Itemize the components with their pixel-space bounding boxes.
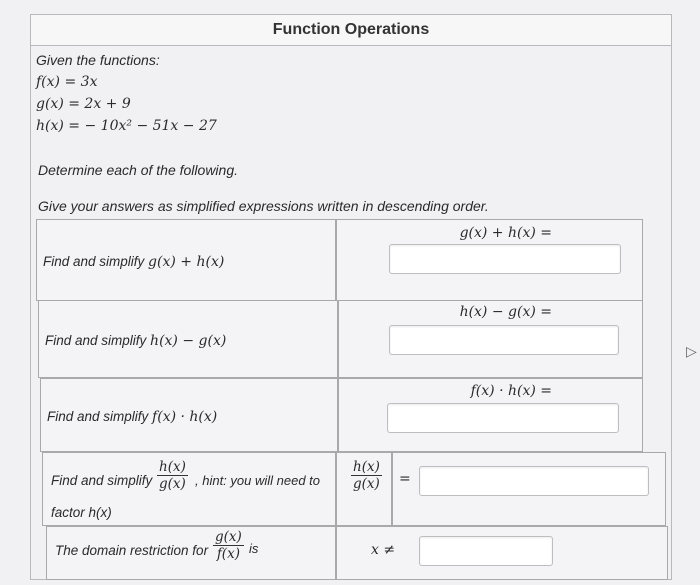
row3-lhs: f(x) · h(x) =: [470, 383, 552, 399]
row4-frac-den: g(x): [159, 476, 186, 492]
row2-lhs: h(x) − g(x) =: [459, 304, 552, 320]
row3-answer-cell: [338, 378, 643, 452]
row2-prompt-text: Find and simplify: [45, 333, 151, 348]
row5-answer-input[interactable]: [419, 536, 553, 566]
function-h-name: h(x): [36, 118, 64, 134]
function-f: f(x) = 3x: [36, 74, 98, 90]
function-g-rhs: 2x + 9: [84, 96, 131, 112]
row4-prompt-fraction: [157, 459, 188, 492]
row5-suffix: is: [249, 541, 259, 556]
function-h: h(x) = − 10x² − 51x − 27: [36, 118, 217, 134]
row4-lhs-fraction: [351, 459, 382, 492]
row4-lhs-den: g(x): [353, 476, 380, 492]
row1-answer-cell: [336, 219, 643, 301]
row3-prompt-text: Find and simplify: [47, 409, 153, 424]
row5-frac-num: g(x): [215, 529, 242, 545]
row2-answer-input[interactable]: [389, 325, 619, 355]
row5-prompt-text: The domain restriction for: [55, 543, 209, 558]
row1-prompt-math: g(x) + h(x): [148, 254, 225, 270]
mouse-cursor-icon: ▷: [686, 343, 697, 359]
row1-prompt-text: Find and simplify: [43, 254, 149, 269]
instruction-descending: Give your answers as simplified expressions written in descending order.: [38, 198, 489, 214]
row1-answer-input[interactable]: [389, 244, 621, 274]
row1-lhs: g(x) + h(x) =: [459, 225, 552, 241]
row4-hint-cont: factor h(x): [51, 505, 112, 520]
row4-frac-num: h(x): [159, 459, 186, 475]
row1-prompt-cell: [36, 219, 336, 301]
page-title: Function Operations: [30, 14, 672, 46]
row2-prompt: [45, 333, 226, 349]
row4-hint: , hint: you will need to: [195, 473, 321, 488]
row4-prompt-text: Find and simplify: [51, 473, 153, 488]
function-f-name: f(x): [36, 74, 61, 90]
row4-lhs-cell: [336, 452, 392, 526]
row4-prompt-cell: [42, 452, 336, 526]
row3-prompt: [47, 409, 217, 425]
function-h-rhs: − 10x² − 51x − 27: [84, 118, 217, 134]
row5-lhs: x ≠: [371, 542, 396, 558]
row5-answer-cell: [336, 526, 668, 580]
row5-frac-den: f(x): [216, 546, 240, 562]
row2-prompt-math: h(x) − g(x): [150, 333, 227, 349]
row2-answer-cell: [338, 300, 643, 378]
row5-prompt-fraction: [213, 529, 244, 562]
row4-equals: =: [399, 471, 411, 487]
function-g: g(x) = 2x + 9: [36, 96, 131, 112]
row3-prompt-cell: [40, 378, 338, 452]
given-label: Given the functions:: [36, 52, 160, 68]
instruction-determine: Determine each of the following.: [38, 162, 238, 178]
row5-prompt-cell: [46, 526, 336, 580]
row3-answer-input[interactable]: [387, 403, 619, 433]
function-f-rhs: 3x: [80, 74, 98, 90]
row4-lhs-num: h(x): [353, 459, 380, 475]
row3-prompt-math: f(x) · h(x): [152, 409, 218, 425]
function-g-name: g(x): [36, 96, 64, 112]
row2-prompt-cell: [38, 300, 338, 378]
row4-answer-cell: [392, 452, 666, 526]
row4-answer-input[interactable]: [419, 466, 649, 496]
row1-prompt: [43, 254, 224, 270]
